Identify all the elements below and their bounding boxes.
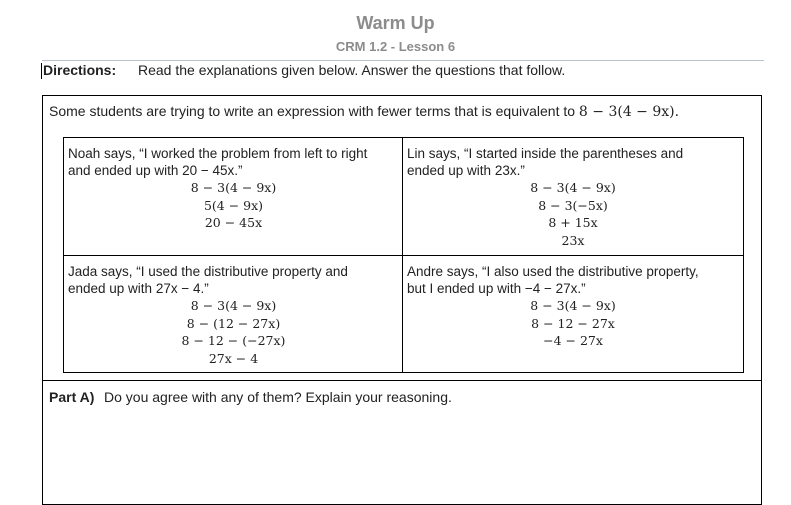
text-cursor: [41, 63, 42, 79]
work-steps: [68, 297, 399, 367]
work-step: 8 − 3(4 − 9x): [530, 298, 616, 313]
student-statement: Jada says, “I used the distributive property and: [68, 264, 348, 279]
student-statement: and ended up with 20 − 45x.”: [68, 163, 243, 178]
lesson-subtitle: CRM 1.2 - Lesson 6: [335, 39, 456, 54]
student-statement: Noah says, “I worked the problem from left to right: [68, 146, 368, 161]
work-step: 8 − 12 − 27x: [531, 315, 615, 331]
student-cell-jada[interactable]: [68, 263, 399, 367]
intro-paragraph[interactable]: [49, 103, 679, 120]
work-steps: [407, 179, 739, 249]
work-step: 5(4 − 9x): [203, 197, 264, 213]
part-a-question[interactable]: Do you agree with any of them? Explain your reasoning.: [104, 389, 452, 405]
work-step: −4 − 27x: [543, 333, 603, 348]
work-step: 27x − 4: [208, 350, 259, 366]
table-row-divider: [64, 255, 743, 256]
work-step: 8 − 3(−5x): [538, 197, 608, 213]
work-step: 8 − (12 − 27x): [186, 315, 281, 331]
student-statement: ended up with 27x − 4.”: [68, 281, 209, 296]
intro-expression: 8 − 3(4 − 9x).: [578, 104, 680, 120]
work-steps: [407, 297, 739, 350]
student-cell-lin[interactable]: [407, 145, 739, 249]
work-step: 8 − 3(4 − 9x): [190, 298, 277, 313]
student-statement: Andre says, “I also used the distributive property,: [407, 264, 699, 279]
student-statement: ended up with 23x.”: [407, 163, 525, 178]
header-rule: [42, 60, 764, 61]
work-step: 8 − 3(4 − 9x): [190, 180, 277, 195]
student-statement: Lin says, “I started inside the parentheses and: [407, 146, 684, 161]
part-a-divider: [43, 380, 761, 381]
directions-label: Directions:: [43, 62, 117, 78]
student-cell-andre[interactable]: [407, 263, 739, 350]
work-step: 8 + 15x: [548, 215, 598, 230]
work-steps: [68, 179, 399, 232]
work-step: 8 − 3(4 − 9x): [530, 180, 616, 195]
student-cell-noah[interactable]: [68, 145, 399, 232]
intro-text: Some students are trying to write an expression with fewer terms that is equivalent to: [49, 103, 576, 119]
work-step: 8 − 12 − (−27x): [181, 333, 286, 348]
page-title: Warm Up: [356, 13, 435, 33]
work-step: 23x: [561, 232, 585, 248]
student-statement: but I ended up with −4 − 27x.”: [407, 281, 586, 296]
work-step: 20 − 45x: [204, 215, 263, 230]
directions-text[interactable]: Read the explanations given below. Answer the questions that follow.: [138, 62, 566, 78]
part-a-label: Part A): [49, 389, 95, 405]
